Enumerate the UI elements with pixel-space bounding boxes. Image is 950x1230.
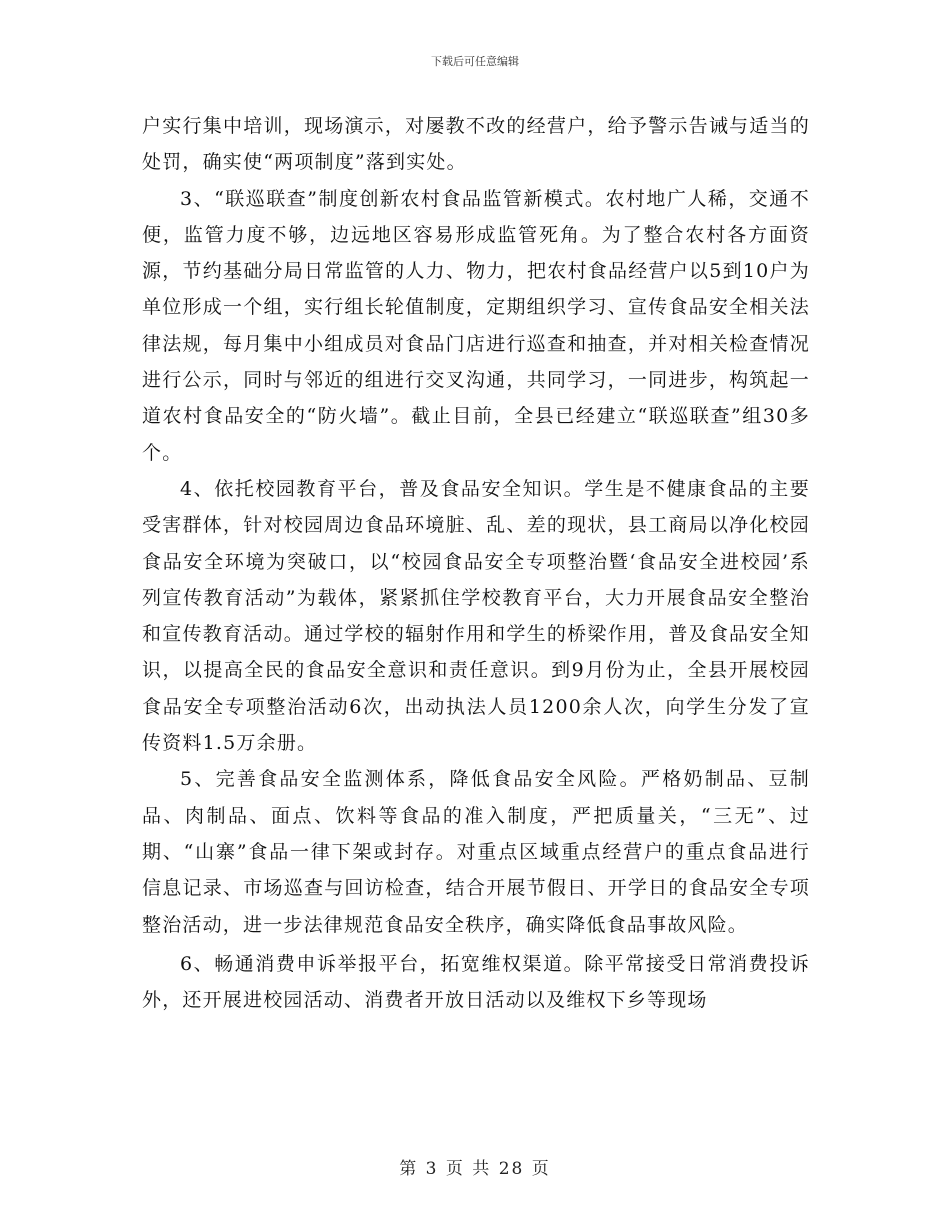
page-header: 下载后可任意编辑	[431, 55, 519, 68]
paragraph-item-3: 3、“联巡联查”制度创新农村食品监管新模式。农村地广人稀，交通不便，监管力度不够，边远地区容易形成监管死角。为了整合农村各方面资源，节约基础分局日常监管的人力、物力，把农村食品经营户以5到10户为单位形成一个组，实行组长轮值制度，定期组织学习、宣传食品安全相关法律法规，每月集中小组成员对食品门店进行巡查和抽查，并对相关检查情况进行公示，同时与邻近的组进行交叉沟通，共同学习，一同进步，构筑起一道农村食品安全的“防火墙”。截止目前，全县已经建立“联巡联查”组30多个。	[142, 187, 810, 464]
document-body	[142, 108, 810, 1018]
page-footer: 第 3 页 共 28 页	[399, 1159, 551, 1179]
paragraph-item-4: 4、依托校园教育平台，普及食品安全知识。学生是不健康食品的主要受害群体，针对校园周边食品环境脏、乱、差的现状，县工商局以净化校园食品安全环境为突破口，以“校园食品安全专项整治暨‘食品安全进校园’系列宣传教育活动”为载体，紧紧抓住学校教育平台，大力开展食品安全整治和宣传教育活动。通过学校的辐射作用和学生的桥梁作用，普及食品安全知识，以提高全民的食品安全意识和责任意识。到9月份为止，全县开展校园食品安全专项整治活动6次，出动执法人员1200余人次，向学生分发了宣传资料1.5万余册。	[142, 477, 810, 755]
paragraph-item-5: 5、完善食品安全监测体系，降低食品安全风险。严格奶制品、豆制品、肉制品、面点、饮料等食品的准入制度，严把质量关，“三无”、过期、“山寨”食品一律下架或封存。对重点区域重点经营户的重点食品进行信息记录、市场巡查与回访检查，结合开展节假日、开学日的食品安全专项整治活动，进一步法律规范食品安全秩序，确实降低食品事故风险。	[142, 768, 810, 936]
paragraph-continuation: 户实行集中培训，现场演示，对屡教不改的经营户，给予警示告诫与适当的处罚，确实使“两项制度”落到实处。	[142, 115, 810, 174]
paragraph-item-6: 6、畅通消费申诉举报平台，拓宽维权渠道。除平常接受日常消费投诉外，还开展进校园活动、消费者开放日活动以及维权下乡等现场	[142, 952, 810, 1012]
